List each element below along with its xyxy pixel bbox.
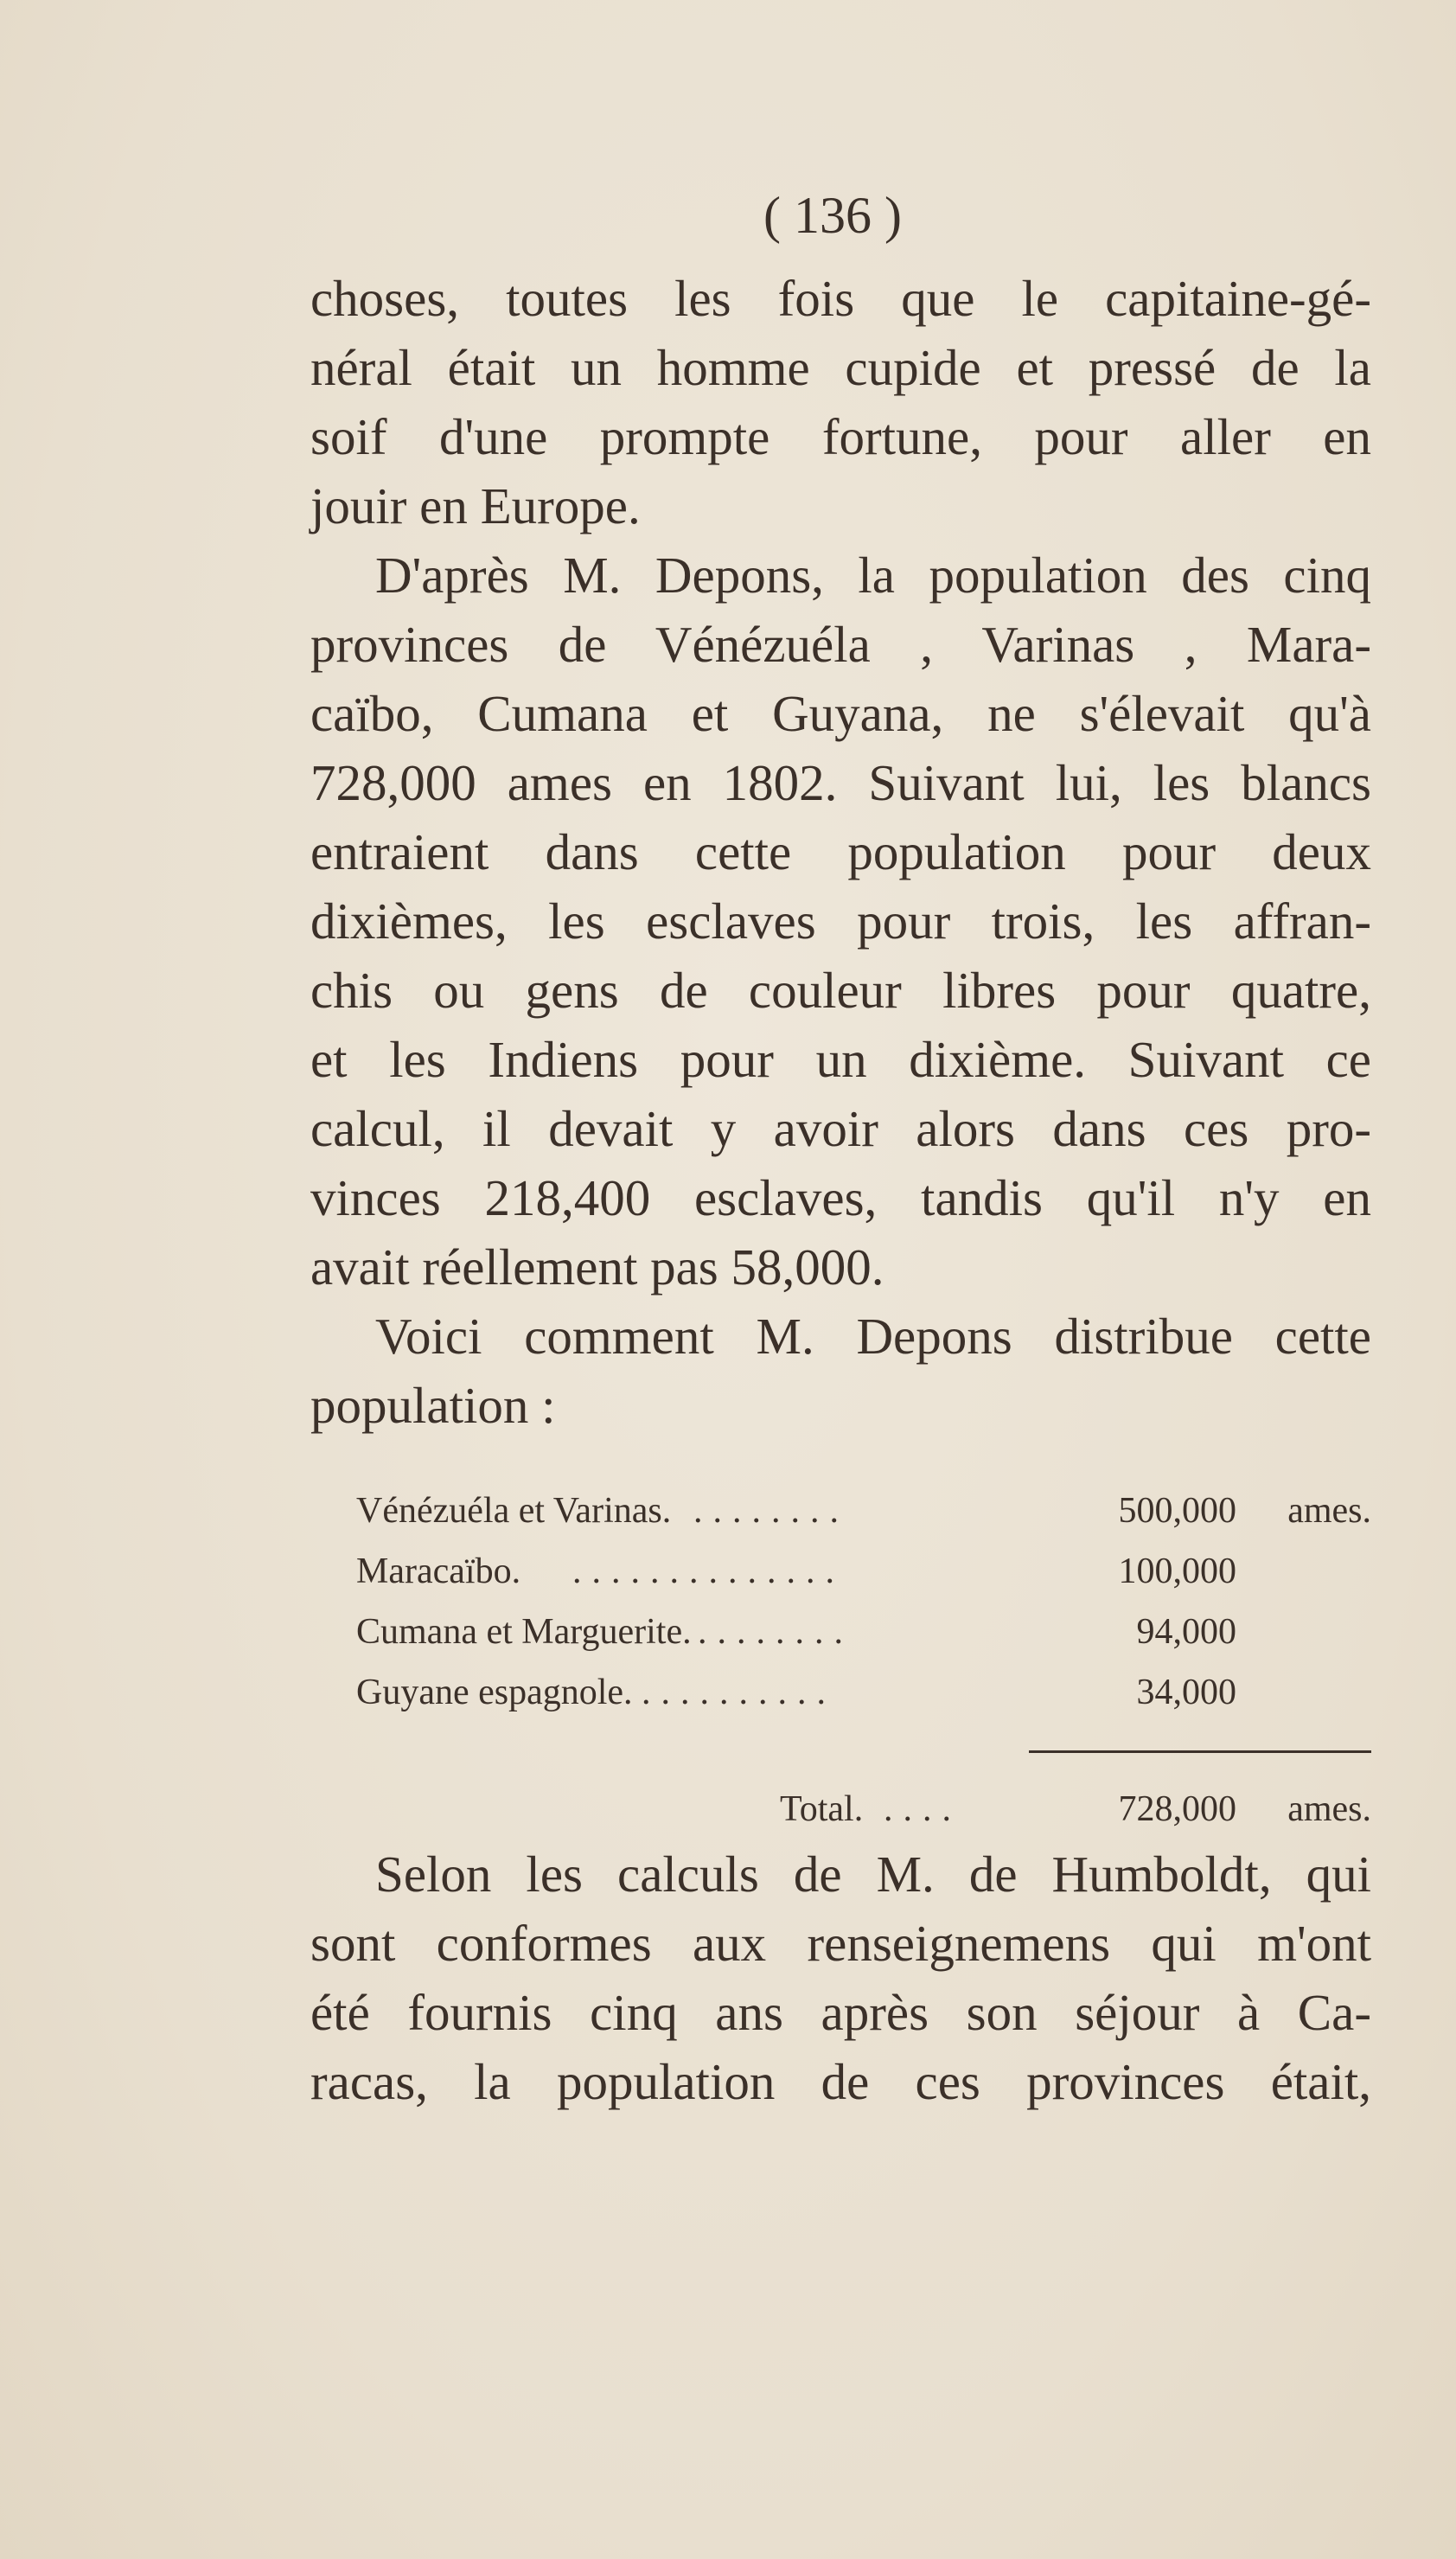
text-line: jouir en Europe. [310, 477, 641, 534]
text-line: et les Indiens pour un dixième. Suivant ce [310, 1031, 1371, 1088]
text-line: néral était un homme cupide et pressé de la [310, 339, 1371, 396]
page-number: ( 136 ) [763, 187, 902, 244]
text-line: choses, toutes les fois que le capitaine-gé- [310, 270, 1371, 327]
row-dots: ........ [698, 1612, 853, 1652]
table-total-row [356, 1779, 1371, 1839]
total-value: 728,000 [1118, 1789, 1236, 1829]
text-line: dixièmes, les esclaves pour trois, les affran- [310, 892, 1371, 950]
row-dots: ........ [693, 1491, 849, 1531]
text-line: population : [310, 1377, 556, 1434]
text-line: caïbo, Cumana et Guyana, ne s'élevait qu'à [310, 685, 1371, 742]
row-value: 500,000 [1118, 1491, 1236, 1531]
text-line: vinces 218,400 esclaves, tandis qu'il n'y en [310, 1169, 1371, 1226]
text-line: soif d'une prompte fortune, pour aller en [310, 408, 1371, 465]
table-row [356, 1481, 1371, 1541]
body-text-top [310, 264, 1371, 1440]
text-line: provinces de Vénézuéla , Varinas , Mara- [310, 616, 1371, 673]
row-value: 94,000 [1136, 1612, 1236, 1652]
text-line: été fournis cinq ans après son séjour à Ca- [310, 1984, 1371, 2041]
total-label: Total. [780, 1789, 864, 1829]
row-unit: ames. [1287, 1491, 1371, 1531]
row-dots: .............. [572, 1551, 845, 1591]
population-table [356, 1481, 1371, 1829]
body-text-bottom [310, 1839, 1371, 2116]
table-row [356, 1662, 1371, 1723]
table-row [356, 1541, 1371, 1602]
row-label: Vénézuéla et Varinas. [356, 1491, 672, 1531]
sum-rule [1029, 1750, 1371, 1753]
text-line: avait réellement pas 58,000. [310, 1238, 884, 1295]
text-line: D'après M. Depons, la population des cinq [375, 547, 1371, 604]
row-dots: .......... [642, 1673, 836, 1712]
row-label: Cumana et Marguerite. [356, 1612, 692, 1652]
row-label: Guyane espagnole. [356, 1673, 633, 1712]
text-line: sont conformes aux renseignemens qui m'ont [310, 1915, 1371, 1972]
text-line: racas, la population de ces provinces était, [310, 2053, 1371, 2110]
text-line: Voici comment M. Depons distribue cette [375, 1308, 1371, 1365]
text-line: calcul, il devait y avoir alors dans ces pro- [310, 1100, 1371, 1157]
text-line: chis ou gens de couleur libres pour quatre, [310, 962, 1371, 1019]
total-unit: ames. [1287, 1789, 1371, 1829]
row-label: Maracaïbo. [356, 1551, 521, 1591]
table-row [356, 1602, 1371, 1662]
text-line: entraient dans cette population pour deux [310, 823, 1371, 880]
row-value: 100,000 [1118, 1551, 1236, 1591]
text-line: 728,000 ames en 1802. Suivant lui, les blancs [310, 754, 1371, 811]
text-line: Selon les calculs de M. de Humboldt, qui [375, 1846, 1371, 1903]
total-dots: .... [884, 1789, 961, 1829]
row-value: 34,000 [1136, 1673, 1236, 1712]
